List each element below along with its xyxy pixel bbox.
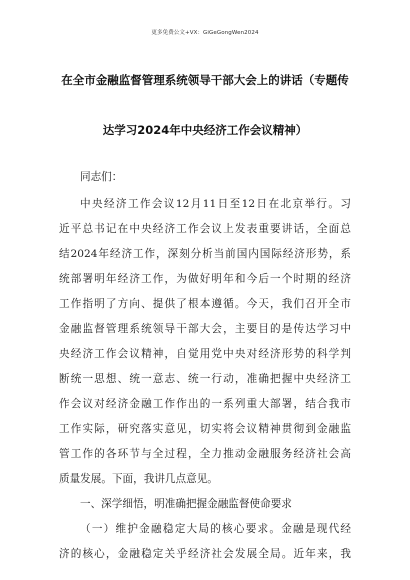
paragraph-line: 中央经济工作会议12月11日至12日在北京举行。习 (80, 198, 351, 210)
paragraph-line: 工作指明了方向、提供了根本遵循。今天，我们召开全市 (59, 298, 351, 310)
paragraph-line: 断统一思想、统一意志、统一行动，准确把握中央经济工 (59, 373, 351, 385)
paragraph-line: 管工作的各环节与全过程，全力推动金融服务经济社会高 (59, 448, 351, 460)
paragraph-line: 质量发展。下面，我讲几点意见。 (59, 473, 218, 485)
paragraph-line: 央经济工作会议精神，自觉用党中央对经济形势的科学判 (59, 348, 351, 360)
paragraph-line: 统部署明年经济工作，为做好明年和今后一个时期的经济 (59, 273, 351, 285)
document-title-line-1: 在全市金融监督管理系统领导干部大会上的讲话（专题传 (61, 73, 349, 87)
paragraph-line: 结2024年经济工作，深刻分析当前国内国际经济形势，系 (59, 248, 351, 260)
salutation: 同志们： (80, 171, 123, 183)
document-title-line-2: 达学习2024年中央经济工作会议精神） (102, 123, 308, 137)
paragraph-line: 作会议对经济金融工作作出的一系列重大部署，结合我市 (59, 398, 351, 410)
header-note: 更多免费公文+VX：GiGeGongWen2024 (151, 30, 259, 36)
paragraph-line: 工作实际，研究落实意见，切实将会议精神贯彻到金融监 (59, 423, 351, 435)
paragraph-line: 金融监督管理系统领导干部大会，主要目的是传达学习中 (59, 323, 351, 335)
section-heading: 一、深学细悟，明准确把握金融监督使命要求 (80, 498, 292, 510)
paragraph-line: （一）维护金融稳定大局的核心要求。金融是现代经 (80, 523, 351, 535)
paragraph-line: 近平总书记在中央经济工作会议上发表重要讲话，全面总 (59, 223, 351, 235)
paragraph-line: 济的核心，金融稳定关乎经济社会发展全局。近年来，我 (59, 548, 351, 560)
